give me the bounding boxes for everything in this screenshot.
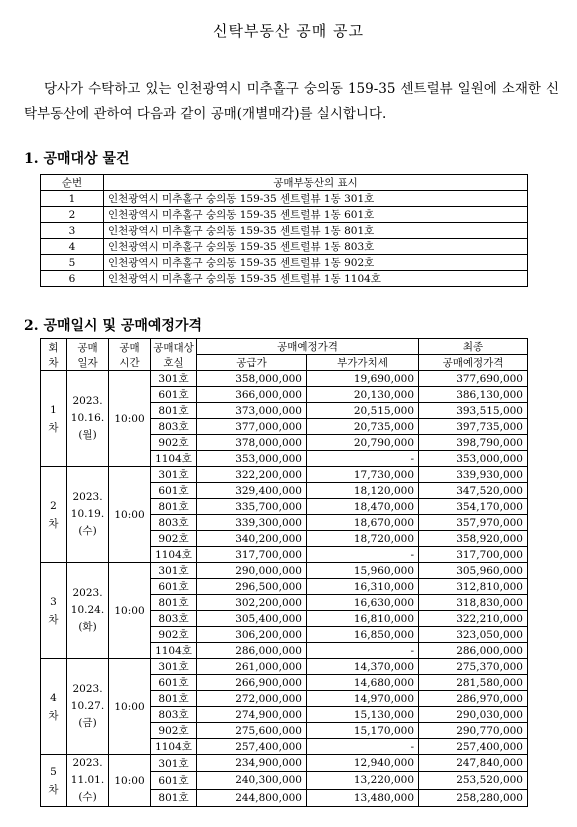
date-part: (화): [78, 621, 97, 633]
round-suffix: 차: [48, 783, 59, 796]
property-no: 3: [41, 223, 104, 239]
total-cell: 386,130,000: [419, 387, 528, 403]
supply-cell: 306,200,000: [197, 627, 307, 643]
final-header-top: 최종: [419, 339, 528, 355]
total-cell: 312,810,000: [419, 579, 528, 595]
supply-cell: 322,200,000: [197, 467, 307, 483]
vat-cell: 20,515,000: [307, 403, 419, 419]
unit-cell: 801호: [151, 595, 197, 611]
supply-cell: 378,000,000: [197, 435, 307, 451]
property-no: 4: [41, 239, 104, 255]
unit-cell: 803호: [151, 611, 197, 627]
total-cell: 281,580,000: [419, 675, 528, 691]
total-cell: 258,280,000: [419, 789, 528, 806]
supply-cell: 302,200,000: [197, 595, 307, 611]
total-cell: 247,840,000: [419, 755, 528, 772]
total-cell: 317,700,000: [419, 547, 528, 563]
supply-cell: 366,000,000: [197, 387, 307, 403]
supply-cell: 275,600,000: [197, 723, 307, 739]
vat-cell: 20,735,000: [307, 419, 419, 435]
property-table-body: [41, 191, 528, 287]
supply-cell: 272,000,000: [197, 691, 307, 707]
round-number: 5: [50, 765, 57, 778]
property-desc: 인천광역시 미추홀구 숭의동 159-35 센트럴뷰 1동 1104호: [104, 271, 528, 287]
unit-cell: 801호: [151, 691, 197, 707]
total-cell: 305,960,000: [419, 563, 528, 579]
unit-cell: 902호: [151, 723, 197, 739]
unit-cell: 1104호: [151, 739, 197, 755]
date-cell: [67, 563, 109, 659]
total-cell: 357,970,000: [419, 515, 528, 531]
schedule-row: [41, 755, 528, 772]
round-cell: [41, 563, 67, 659]
property-table: [40, 174, 528, 287]
date-part: (금): [78, 717, 97, 729]
total-cell: 347,520,000: [419, 483, 528, 499]
vat-cell: 14,970,000: [307, 691, 419, 707]
vat-cell: 12,940,000: [307, 755, 419, 772]
supply-cell: 266,900,000: [197, 675, 307, 691]
price-group-header: 공매예정가격: [197, 339, 419, 355]
unit-cell: 902호: [151, 531, 197, 547]
supply-cell: 274,900,000: [197, 707, 307, 723]
vat-cell: 16,630,000: [307, 595, 419, 611]
vat-cell: 13,220,000: [307, 772, 419, 789]
total-cell: 377,690,000: [419, 371, 528, 387]
schedule-row: [41, 371, 528, 387]
unit-cell: 902호: [151, 627, 197, 643]
supply-cell: 373,000,000: [197, 403, 307, 419]
supply-cell: 296,500,000: [197, 579, 307, 595]
total-cell: 354,170,000: [419, 499, 528, 515]
date-part: 10.27.: [70, 700, 105, 712]
unit-cell: 801호: [151, 499, 197, 515]
schedule-row: [41, 467, 528, 483]
vat-header: 부가가치세: [307, 355, 419, 371]
unit-cell: 301호: [151, 563, 197, 579]
round-number: 4: [50, 691, 57, 704]
vat-cell: -: [307, 643, 419, 659]
property-no: 2: [41, 207, 104, 223]
section1-heading: 1. 공매대상 물건: [24, 151, 130, 167]
total-cell: 257,400,000: [419, 739, 528, 755]
vat-cell: 18,720,000: [307, 531, 419, 547]
time-cell: 10:00: [109, 467, 151, 563]
unit-cell: 1104호: [151, 547, 197, 563]
vat-cell: 18,670,000: [307, 515, 419, 531]
vat-cell: -: [307, 451, 419, 467]
supply-cell: 234,900,000: [197, 755, 307, 772]
vat-cell: 14,680,000: [307, 675, 419, 691]
supply-cell: 377,000,000: [197, 419, 307, 435]
vat-cell: 14,370,000: [307, 659, 419, 675]
unit-cell: 601호: [151, 387, 197, 403]
total-cell: 286,000,000: [419, 643, 528, 659]
col-desc-header: 공매부동산의 표시: [104, 175, 528, 191]
supply-cell: 257,400,000: [197, 739, 307, 755]
round-number: 2: [50, 499, 57, 512]
property-table-header: [41, 175, 528, 191]
unit-cell: 601호: [151, 675, 197, 691]
date-part: 10.16.: [70, 412, 105, 424]
supply-cell: 305,400,000: [197, 611, 307, 627]
total-cell: 397,735,000: [419, 419, 528, 435]
unit-cell: 801호: [151, 789, 197, 806]
section2-heading: 2. 공매일시 및 공매예정가격: [24, 318, 203, 334]
total-cell: 393,515,000: [419, 403, 528, 419]
property-desc: 인천광역시 미추홀구 숭의동 159-35 센트럴뷰 1동 902호: [104, 255, 528, 271]
vat-cell: 15,170,000: [307, 723, 419, 739]
unit-cell: 803호: [151, 515, 197, 531]
property-desc: 인천광역시 미추홀구 숭의동 159-35 센트럴뷰 1동 801호: [104, 223, 528, 239]
unit-cell: 601호: [151, 772, 197, 789]
vat-cell: -: [307, 547, 419, 563]
schedule-row: [41, 659, 528, 675]
time-cell: 10:00: [109, 659, 151, 755]
schedule-header-row-1: [41, 339, 528, 355]
supply-cell: 339,300,000: [197, 515, 307, 531]
vat-cell: 16,850,000: [307, 627, 419, 643]
property-no: 6: [41, 271, 104, 287]
round-suffix: 차: [48, 613, 59, 626]
date-part: 2023.: [72, 587, 103, 599]
round-header: 회 차: [41, 339, 67, 371]
date-part: (수): [78, 791, 97, 803]
vat-cell: 15,130,000: [307, 707, 419, 723]
round-number: 1: [50, 403, 57, 416]
page-title: 신탁부동산 공매 공고: [213, 22, 364, 40]
total-cell: 339,930,000: [419, 467, 528, 483]
property-row: [41, 271, 528, 287]
supply-cell: 261,000,000: [197, 659, 307, 675]
date-part: (수): [78, 525, 97, 537]
supply-cell: 290,000,000: [197, 563, 307, 579]
date-part: 2023.: [72, 757, 103, 769]
vat-cell: 13,480,000: [307, 789, 419, 806]
property-desc: 인천광역시 미추홀구 숭의동 159-35 센트럴뷰 1동 601호: [104, 207, 528, 223]
date-cell: [67, 659, 109, 755]
time-header: 공매 시간: [109, 339, 151, 371]
property-row: [41, 207, 528, 223]
unit-cell: 801호: [151, 403, 197, 419]
date-part: (월): [78, 429, 97, 441]
supply-cell: 340,200,000: [197, 531, 307, 547]
property-no: 5: [41, 255, 104, 271]
property-desc: 인천광역시 미추홀구 숭의동 159-35 센트럴뷰 1동 301호: [104, 191, 528, 207]
vat-cell: 20,130,000: [307, 387, 419, 403]
unit-cell: 902호: [151, 435, 197, 451]
property-row: [41, 223, 528, 239]
round-suffix: 차: [48, 421, 59, 434]
round-number: 3: [50, 595, 57, 608]
unit-cell: 601호: [151, 579, 197, 595]
property-row: [41, 239, 528, 255]
vat-cell: 18,120,000: [307, 483, 419, 499]
vat-cell: 20,790,000: [307, 435, 419, 451]
supply-cell: 329,400,000: [197, 483, 307, 499]
supply-cell: 244,800,000: [197, 789, 307, 806]
round-cell: [41, 371, 67, 467]
unit-cell: 1104호: [151, 643, 197, 659]
total-cell: 398,790,000: [419, 435, 528, 451]
unit-cell: 803호: [151, 419, 197, 435]
total-cell: 290,030,000: [419, 707, 528, 723]
unit-cell: 301호: [151, 755, 197, 772]
total-cell: 353,000,000: [419, 451, 528, 467]
property-no: 1: [41, 191, 104, 207]
supply-cell: 358,000,000: [197, 371, 307, 387]
property-row: [41, 191, 528, 207]
round-suffix: 차: [48, 517, 59, 530]
unit-cell: 803호: [151, 707, 197, 723]
intro-paragraph: 당사가 수탁하고 있는 인천광역시 미추홀구 숭의동 159-35 센트럴뷰 일원에 소재한 신탁부동산에 관하여 다음과 같이 공매(개별매각)를 실시합니다.: [24, 81, 559, 122]
total-cell: 286,970,000: [419, 691, 528, 707]
unit-header: 공매대상 호실: [151, 339, 197, 371]
vat-cell: 16,810,000: [307, 611, 419, 627]
vat-cell: 17,730,000: [307, 467, 419, 483]
schedule-table: [40, 338, 528, 807]
round-cell: [41, 467, 67, 563]
final-header-bottom: 공매예정가격: [419, 355, 528, 371]
date-part: 2023.: [72, 491, 103, 503]
date-cell: [67, 755, 109, 807]
supply-header: 공급가: [197, 355, 307, 371]
date-cell: [67, 467, 109, 563]
schedule-table-body: [41, 371, 528, 807]
date-part: 2023.: [72, 395, 103, 407]
supply-cell: 335,700,000: [197, 499, 307, 515]
schedule-row: [41, 563, 528, 579]
supply-cell: 353,000,000: [197, 451, 307, 467]
vat-cell: 16,310,000: [307, 579, 419, 595]
unit-cell: 1104호: [151, 451, 197, 467]
total-cell: 253,520,000: [419, 772, 528, 789]
date-part: 2023.: [72, 683, 103, 695]
total-cell: 318,830,000: [419, 595, 528, 611]
vat-cell: 19,690,000: [307, 371, 419, 387]
date-cell: [67, 371, 109, 467]
vat-cell: -: [307, 739, 419, 755]
date-part: 10.19.: [70, 508, 105, 520]
time-cell: 10:00: [109, 563, 151, 659]
total-cell: 275,370,000: [419, 659, 528, 675]
total-cell: 323,050,000: [419, 627, 528, 643]
total-cell: 290,770,000: [419, 723, 528, 739]
date-header: 공매 일자: [67, 339, 109, 371]
time-cell: 10:00: [109, 755, 151, 807]
unit-cell: 301호: [151, 371, 197, 387]
total-cell: 322,210,000: [419, 611, 528, 627]
supply-cell: 317,700,000: [197, 547, 307, 563]
col-no-header: 순번: [41, 175, 104, 191]
date-part: 10.24.: [70, 604, 105, 616]
round-cell: [41, 659, 67, 755]
property-desc: 인천광역시 미추홀구 숭의동 159-35 센트럴뷰 1동 803호: [104, 239, 528, 255]
round-cell: [41, 755, 67, 807]
date-part: 11.01.: [70, 774, 105, 786]
total-cell: 358,920,000: [419, 531, 528, 547]
vat-cell: 15,960,000: [307, 563, 419, 579]
property-row: [41, 255, 528, 271]
unit-cell: 301호: [151, 659, 197, 675]
round-suffix: 차: [48, 709, 59, 722]
unit-cell: 301호: [151, 467, 197, 483]
supply-cell: 286,000,000: [197, 643, 307, 659]
supply-cell: 240,300,000: [197, 772, 307, 789]
unit-cell: 601호: [151, 483, 197, 499]
time-cell: 10:00: [109, 371, 151, 467]
vat-cell: 18,470,000: [307, 499, 419, 515]
